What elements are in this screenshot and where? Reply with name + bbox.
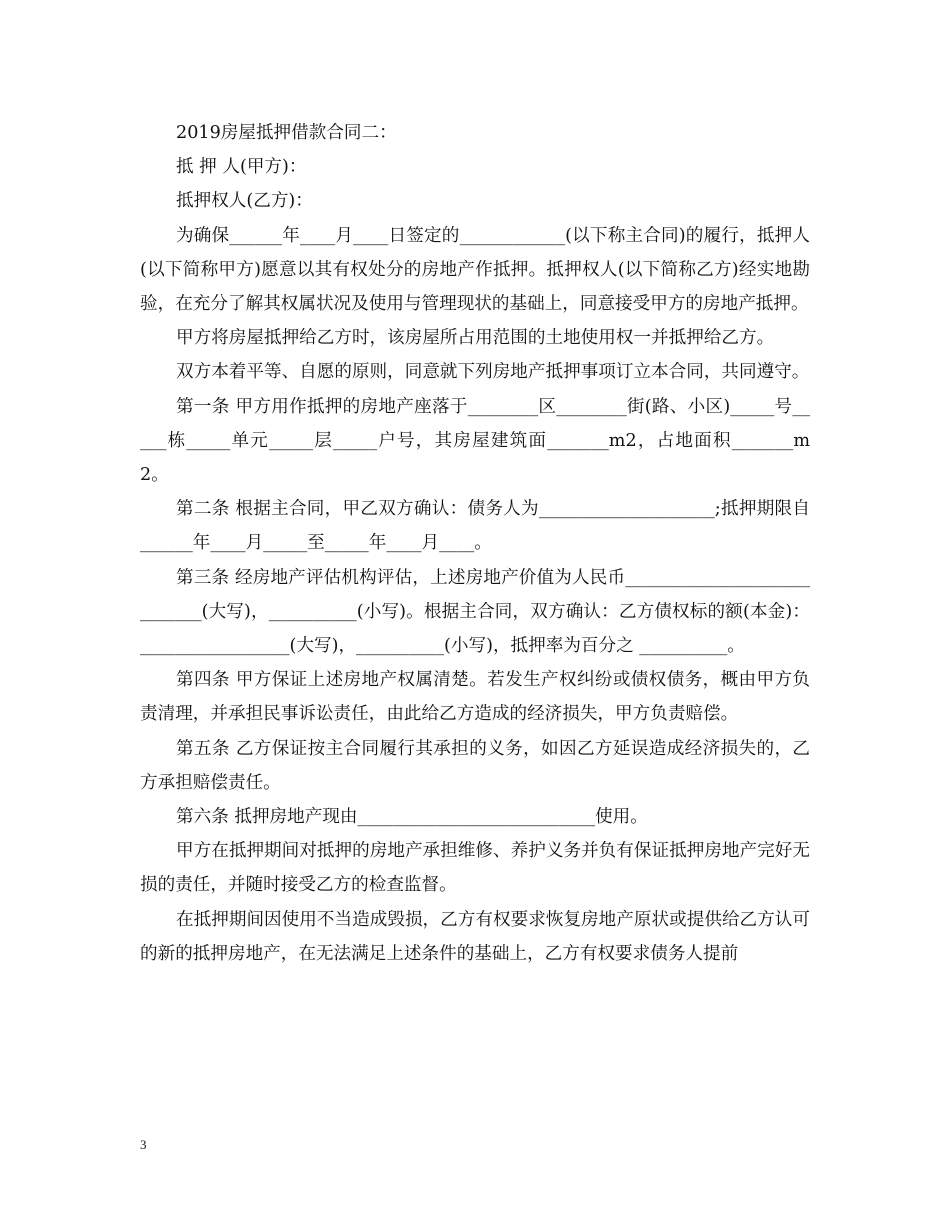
article-3: 第三条 经房地产评估机构评估，上述房地产价值为人民币____________________________(大写)，__________(小写)。根据主合同，双方确认：乙方债权标的额(本金)：_________________(大写)，__________(小写)，抵押率为百分之 __________。 bbox=[140, 567, 810, 657]
mortgagee-line: 抵押权人(乙方)： bbox=[176, 191, 313, 212]
article-5: 第五条 乙方保证按主合同履行其承担的义务，如因乙方延误造成经济损失的，乙方承担赔偿责任。 bbox=[140, 738, 810, 793]
maintenance-paragraph: 甲方在抵押期间对抵押的房地产承担维修、养护义务并负有保证抵押房地产完好无损的责任，并随时接受乙方的检查监督。 bbox=[140, 841, 810, 896]
document-body bbox=[140, 116, 810, 971]
land-use-paragraph: 甲方将房屋抵押给乙方时，该房屋所占用范围的土地使用权一并抵押给乙方。 bbox=[176, 328, 775, 349]
article-2: 第二条 根据主合同，甲乙双方确认：债务人为____________________;抵押期限自______年____月_____至_____年____月____。 bbox=[140, 499, 810, 554]
article-6: 第六条 抵押房地产现由___________________________使用。 bbox=[176, 807, 648, 828]
principle-paragraph: 双方本着平等、自愿的原则，同意就下列房地产抵押事项订立本合同，共同遵守。 bbox=[176, 362, 810, 383]
contract-title: 2019房屋抵押借款合同二： bbox=[176, 123, 397, 143]
page-number: 3 bbox=[140, 1137, 147, 1152]
article-4: 第四条 甲方保证上述房地产权属清楚。若发生产权纠纷或债权债务，概由甲方负责清理，并承担民事诉讼责任，由此给乙方造成的经济损失，甲方负责赔偿。 bbox=[140, 670, 810, 725]
mortgagor-line: 抵 押 人(甲方)： bbox=[176, 157, 307, 178]
article-1: 第一条 甲方用作抵押的房地产座落于________区________街(路、小区)_____号_____栋_____单元_____层_____户号，其房屋建筑面_______m2，占地面积_______m2。 bbox=[140, 396, 810, 486]
preamble-paragraph: 为确保______年____月____日签定的____________(以下称主合同)的履行，抵押人(以下简称甲方)愿意以其有权处分的房地产作抵押。抵押权人(以下简称乙方)经实地勘验，在充分了解其权属状况及使用与管理现状的基础上，同意接受甲方的房地产抵押。 bbox=[140, 225, 810, 315]
damage-paragraph: 在抵押期间因使用不当造成毁损，乙方有权要求恢复房地产原状或提供给乙方认可的新的抵押房地产，在无法满足上述条件的基础上，乙方有权要求债务人提前 bbox=[140, 909, 810, 964]
